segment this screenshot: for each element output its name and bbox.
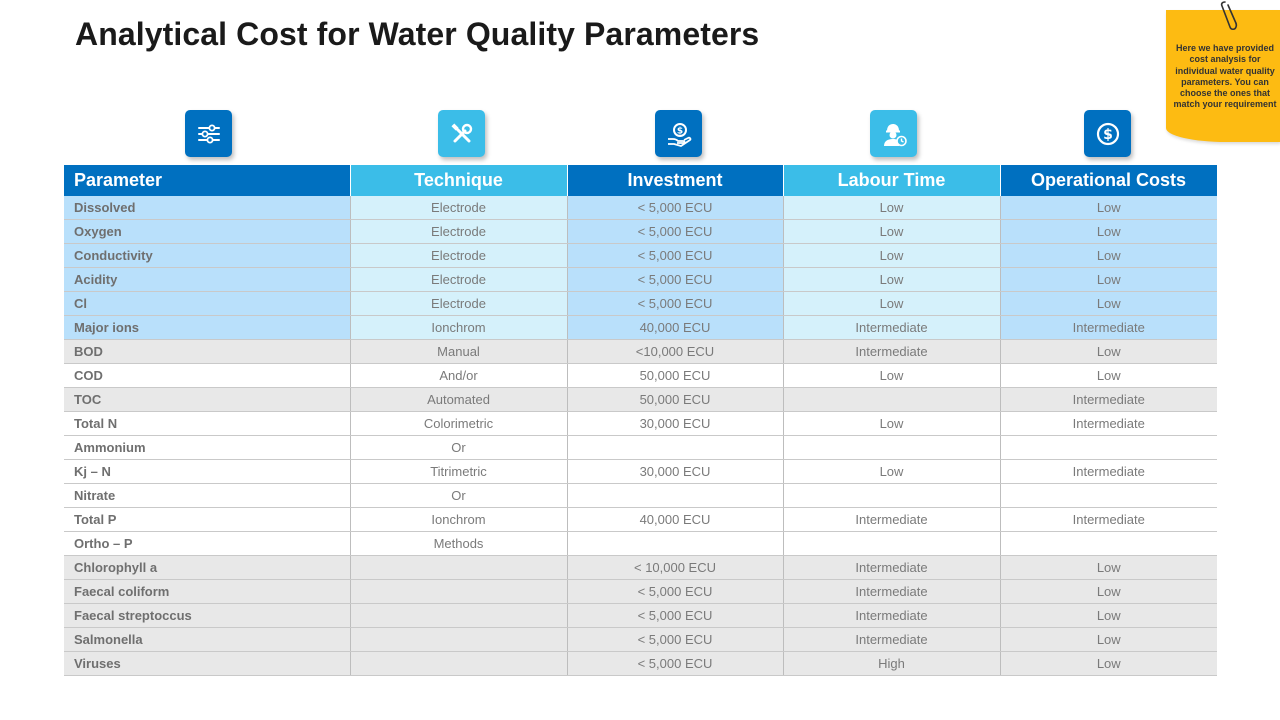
header-parameter: Parameter xyxy=(64,165,350,196)
cell-technique: Electrode xyxy=(350,220,567,244)
cell-technique: Electrode xyxy=(350,244,567,268)
cell-operational-costs: Low xyxy=(1000,628,1217,652)
cell-operational-costs: Low xyxy=(1000,220,1217,244)
cell-technique: And/or xyxy=(350,364,567,388)
cell-labour-time: Intermediate xyxy=(783,556,1000,580)
cell-operational-costs: Low xyxy=(1000,556,1217,580)
cell-investment: < 5,000 ECU xyxy=(567,652,783,676)
svg-text:$: $ xyxy=(676,126,683,136)
cell-investment: < 5,000 ECU xyxy=(567,268,783,292)
table-header-row xyxy=(64,165,1217,196)
cell-technique: Electrode xyxy=(350,292,567,316)
header-investment: Investment xyxy=(567,165,783,196)
cell-technique: Manual xyxy=(350,340,567,364)
cell-operational-costs: Low xyxy=(1000,364,1217,388)
cell-investment: < 5,000 ECU xyxy=(567,604,783,628)
cell-technique xyxy=(350,604,567,628)
cell-operational-costs: Low xyxy=(1000,292,1217,316)
cell-technique xyxy=(350,580,567,604)
cell-operational-costs xyxy=(1000,532,1217,556)
cell-parameter: Acidity xyxy=(64,268,350,292)
table-row xyxy=(64,388,1217,412)
cell-investment: 40,000 ECU xyxy=(567,508,783,532)
cell-investment: < 5,000 ECU xyxy=(567,244,783,268)
cell-investment: 30,000 ECU xyxy=(567,412,783,436)
cell-operational-costs: Intermediate xyxy=(1000,412,1217,436)
tools-icon xyxy=(438,110,485,157)
cell-parameter: Major ions xyxy=(64,316,350,340)
cell-operational-costs: Intermediate xyxy=(1000,388,1217,412)
table-row xyxy=(64,508,1217,532)
table-row xyxy=(64,604,1217,628)
cell-operational-costs: Low xyxy=(1000,244,1217,268)
cell-parameter: Total P xyxy=(64,508,350,532)
cell-parameter: Cl xyxy=(64,292,350,316)
cell-investment: < 5,000 ECU xyxy=(567,220,783,244)
cell-parameter: COD xyxy=(64,364,350,388)
cell-labour-time: Intermediate xyxy=(783,316,1000,340)
cell-operational-costs: Low xyxy=(1000,652,1217,676)
sliders-icon xyxy=(185,110,232,157)
cell-parameter: Kj – N xyxy=(64,460,350,484)
cell-operational-costs: Low xyxy=(1000,604,1217,628)
cell-parameter: Conductivity xyxy=(64,244,350,268)
cell-technique: Ionchrom xyxy=(350,316,567,340)
cell-technique: Titrimetric xyxy=(350,460,567,484)
table-row xyxy=(64,268,1217,292)
cell-parameter: Total N xyxy=(64,412,350,436)
table-row xyxy=(64,652,1217,676)
dollar-icon xyxy=(1084,110,1131,157)
cell-technique: Or xyxy=(350,484,567,508)
cell-investment xyxy=(567,532,783,556)
cell-labour-time: Low xyxy=(783,268,1000,292)
cell-parameter: Nitrate xyxy=(64,484,350,508)
cell-labour-time: Intermediate xyxy=(783,628,1000,652)
page-title: Analytical Cost for Water Quality Parameters xyxy=(75,16,760,52)
cell-investment: 30,000 ECU xyxy=(567,460,783,484)
cell-investment: < 5,000 ECU xyxy=(567,580,783,604)
cell-parameter: Ammonium xyxy=(64,436,350,460)
cell-operational-costs: Low xyxy=(1000,268,1217,292)
cell-investment: <10,000 ECU xyxy=(567,340,783,364)
cell-labour-time: Low xyxy=(783,364,1000,388)
cell-technique xyxy=(350,652,567,676)
cell-labour-time xyxy=(783,484,1000,508)
cell-investment xyxy=(567,484,783,508)
cell-parameter: Chlorophyll a xyxy=(64,556,350,580)
cell-investment: < 5,000 ECU xyxy=(567,292,783,316)
svg-text:$: $ xyxy=(1102,126,1113,143)
table-row xyxy=(64,292,1217,316)
cell-parameter: BOD xyxy=(64,340,350,364)
cell-technique xyxy=(350,628,567,652)
cell-operational-costs: Intermediate xyxy=(1000,460,1217,484)
cell-operational-costs xyxy=(1000,484,1217,508)
cell-labour-time xyxy=(783,436,1000,460)
cell-technique: Electrode xyxy=(350,196,567,220)
table-row xyxy=(64,196,1217,220)
cell-operational-costs: Low xyxy=(1000,196,1217,220)
cell-parameter: Faecal coliform xyxy=(64,580,350,604)
cell-investment: < 10,000 ECU xyxy=(567,556,783,580)
cell-operational-costs xyxy=(1000,436,1217,460)
cell-labour-time: Intermediate xyxy=(783,340,1000,364)
table-row xyxy=(64,580,1217,604)
cell-parameter: Salmonella xyxy=(64,628,350,652)
cell-labour-time: Low xyxy=(783,460,1000,484)
table-row xyxy=(64,364,1217,388)
table-row xyxy=(64,340,1217,364)
cell-technique: Ionchrom xyxy=(350,508,567,532)
cell-investment: < 5,000 ECU xyxy=(567,196,783,220)
cell-labour-time: Low xyxy=(783,292,1000,316)
table-row xyxy=(64,484,1217,508)
cell-investment: 50,000 ECU xyxy=(567,388,783,412)
table-row xyxy=(64,244,1217,268)
cell-parameter: TOC xyxy=(64,388,350,412)
cell-investment: 40,000 ECU xyxy=(567,316,783,340)
cell-parameter: Faecal streptoccus xyxy=(64,604,350,628)
cell-labour-time: Intermediate xyxy=(783,580,1000,604)
table-row xyxy=(64,412,1217,436)
header-labour-time: Labour Time xyxy=(783,165,1000,196)
table-row xyxy=(64,556,1217,580)
coin-hand-icon xyxy=(655,110,702,157)
table-row xyxy=(64,460,1217,484)
header-operational-costs: Operational Costs xyxy=(1000,165,1217,196)
header-technique: Technique xyxy=(350,165,567,196)
cell-parameter: Dissolved xyxy=(64,196,350,220)
cell-labour-time: High xyxy=(783,652,1000,676)
cell-labour-time: Intermediate xyxy=(783,508,1000,532)
cell-operational-costs: Low xyxy=(1000,340,1217,364)
cell-technique: Methods xyxy=(350,532,567,556)
cell-technique: Colorimetric xyxy=(350,412,567,436)
cell-technique: Automated xyxy=(350,388,567,412)
table-row xyxy=(64,436,1217,460)
paperclip-icon xyxy=(1219,0,1241,32)
table-row xyxy=(64,628,1217,652)
cell-parameter: Ortho – P xyxy=(64,532,350,556)
sticky-note-text: Here we have provided cost analysis for individual water quality parameters. You can choose the ones that match your requirement xyxy=(1173,43,1277,110)
cell-investment: < 5,000 ECU xyxy=(567,628,783,652)
cell-labour-time: Intermediate xyxy=(783,604,1000,628)
cell-investment: 50,000 ECU xyxy=(567,364,783,388)
cell-labour-time: Low xyxy=(783,196,1000,220)
cell-operational-costs: Intermediate xyxy=(1000,316,1217,340)
table-row xyxy=(64,532,1217,556)
cell-parameter: Oxygen xyxy=(64,220,350,244)
table-row xyxy=(64,316,1217,340)
cell-operational-costs: Low xyxy=(1000,580,1217,604)
table-row xyxy=(64,220,1217,244)
cell-labour-time: Low xyxy=(783,220,1000,244)
cell-labour-time: Low xyxy=(783,412,1000,436)
cell-technique: Or xyxy=(350,436,567,460)
cell-technique: Electrode xyxy=(350,268,567,292)
cell-labour-time: Low xyxy=(783,244,1000,268)
cell-parameter: Viruses xyxy=(64,652,350,676)
cell-labour-time xyxy=(783,532,1000,556)
worker-clock-icon xyxy=(870,110,917,157)
cell-technique xyxy=(350,556,567,580)
cost-table xyxy=(64,165,1218,676)
cell-investment xyxy=(567,436,783,460)
cell-labour-time xyxy=(783,388,1000,412)
cell-operational-costs: Intermediate xyxy=(1000,508,1217,532)
